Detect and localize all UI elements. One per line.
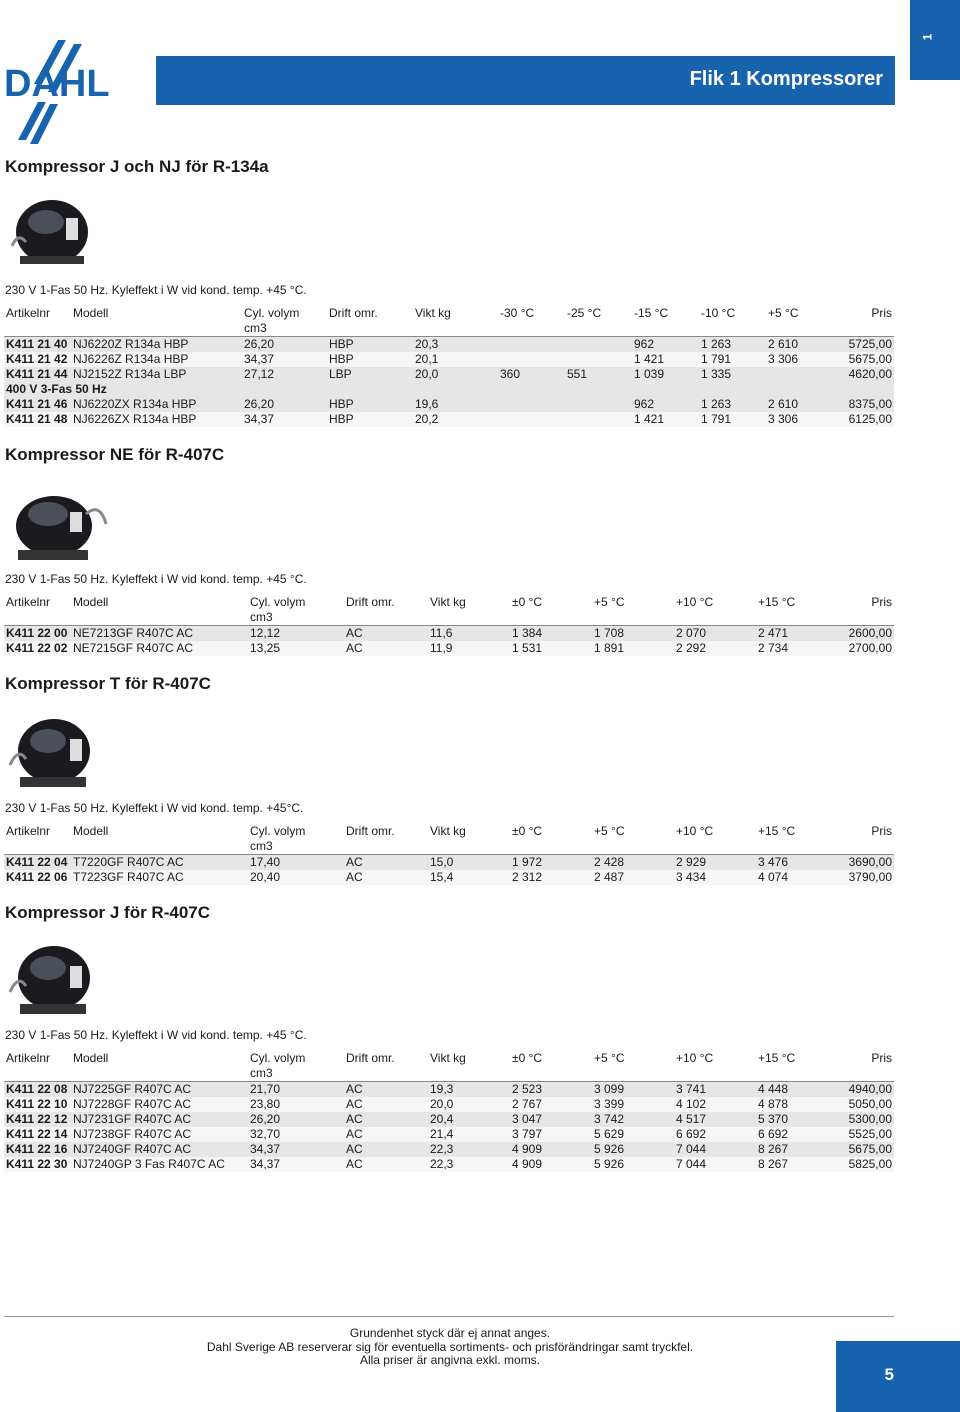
column-header: +5 °C	[768, 306, 799, 320]
column-header: +15 °C	[758, 595, 796, 609]
section-title-ne-r407c: Kompressor NE för R-407C	[5, 445, 225, 464]
table-cell: 22,3	[428, 1157, 510, 1172]
table-cell: T7220GF R407C AC	[71, 855, 248, 871]
article-number-cell: K411 22 12	[4, 1112, 71, 1127]
table-cell	[565, 337, 632, 353]
table-cell: 34,37	[242, 352, 327, 367]
table-cell	[498, 352, 565, 367]
table-row	[4, 855, 894, 871]
column-header: Artikelnr	[6, 1051, 51, 1065]
table-cell: HBP	[327, 412, 413, 427]
column-header: Drift omr.	[346, 1051, 395, 1065]
table-cell	[565, 352, 632, 367]
column-header: Cyl. volym cm3	[248, 824, 344, 855]
column-header: +5 °C	[594, 824, 625, 838]
article-number-cell: K411 22 08	[4, 1082, 71, 1098]
table-cell: 4940,00	[838, 1082, 894, 1098]
column-header: Modell	[73, 306, 109, 320]
column-header: +10 °C	[676, 1051, 714, 1065]
table-cell: 6125,00	[833, 412, 894, 427]
table-cell: 5 370	[756, 1112, 838, 1127]
table-cell: 1 791	[699, 412, 766, 427]
table-row	[4, 641, 894, 656]
column-header: ±0 °C	[512, 824, 543, 838]
table-cell: 15,4	[428, 870, 510, 885]
table-cell: 3 476	[756, 855, 838, 871]
table-cell: 5 926	[592, 1157, 674, 1172]
section-note: 230 V 1-Fas 50 Hz. Kyleffekt i W vid kond. temp. +45 °C.	[5, 283, 307, 297]
table-cell: NJ7240GP 3 Fas R407C AC	[71, 1157, 248, 1172]
table-cell	[498, 412, 565, 427]
table-cell: 27,12	[242, 367, 327, 382]
table-cell: 34,37	[242, 412, 327, 427]
unit-label: cm3	[250, 1066, 273, 1080]
table-cell: NJ7225GF R407C AC	[71, 1082, 248, 1098]
table-cell: NJ7240GF R407C AC	[71, 1142, 248, 1157]
article-number-cell: K411 22 14	[4, 1127, 71, 1142]
column-header: Pris	[871, 595, 892, 609]
table-cell: NE7215GF R407C AC	[71, 641, 248, 656]
column-header: Cyl. volym cm3	[242, 306, 327, 337]
table-cell: 3 306	[766, 412, 833, 427]
column-header: Artikelnr	[6, 824, 51, 838]
table-cell: 3 047	[510, 1112, 592, 1127]
table-cell: AC	[344, 870, 428, 885]
table-cell: NE7213GF R407C AC	[71, 626, 248, 642]
table-cell: 17,40	[248, 855, 344, 871]
table-cell: 4 448	[756, 1082, 838, 1098]
column-header: Modell	[73, 824, 109, 838]
table-cell: 2700,00	[838, 641, 894, 656]
section-note: 230 V 1-Fas 50 Hz. Kyleffekt i W vid kond. temp. +45 °C.	[5, 1028, 307, 1042]
table-cell: 3 797	[510, 1127, 592, 1142]
product-table-t-r407c	[4, 824, 894, 885]
table-cell: 8 267	[756, 1142, 838, 1157]
article-number-cell: K411 22 06	[4, 870, 71, 885]
compressor-photo	[6, 474, 110, 571]
table-row	[4, 626, 894, 642]
product-table-ne-r407c	[4, 595, 894, 656]
column-header: Vikt kg	[430, 1051, 466, 1065]
table-cell: 2 428	[592, 855, 674, 871]
table-cell: 2 487	[592, 870, 674, 885]
table-cell: 21,70	[248, 1082, 344, 1098]
table-cell: 20,1	[413, 352, 498, 367]
article-number-cell: K411 21 48	[4, 412, 71, 427]
table-cell: 5 629	[592, 1127, 674, 1142]
article-number-cell: K411 22 16	[4, 1142, 71, 1157]
compressor-photo	[6, 705, 98, 798]
article-number-cell: K411 22 04	[4, 855, 71, 871]
unit-label: cm3	[244, 321, 267, 335]
table-cell	[498, 337, 565, 353]
article-number-cell: K411 21 46	[4, 397, 71, 412]
table-cell: HBP	[327, 352, 413, 367]
column-header: Drift omr.	[346, 595, 395, 609]
footer-text	[110, 1327, 790, 1368]
table-cell: AC	[344, 641, 428, 656]
table-cell: 7 044	[674, 1157, 756, 1172]
table-cell: AC	[344, 626, 428, 642]
table-cell: 3 742	[592, 1112, 674, 1127]
column-header: +5 °C	[594, 1051, 625, 1065]
product-table-j-r407c	[4, 1051, 894, 1172]
table-cell: NJ6226ZX R134a HBP	[71, 412, 242, 427]
table-row	[4, 1082, 894, 1098]
table-cell: 1 384	[510, 626, 592, 642]
table-cell: 1 263	[699, 397, 766, 412]
table-cell: 26,20	[242, 337, 327, 353]
column-header: -15 °C	[634, 306, 669, 320]
table-cell: AC	[344, 1097, 428, 1112]
table-cell: 3 741	[674, 1082, 756, 1098]
dahl-logo	[4, 40, 126, 146]
table-cell: 1 791	[699, 352, 766, 367]
table-header-row	[4, 1051, 894, 1082]
table-cell: 1 708	[592, 626, 674, 642]
table-cell: 32,70	[248, 1127, 344, 1142]
table-cell: HBP	[327, 337, 413, 353]
table-cell: 4 102	[674, 1097, 756, 1112]
table-cell: AC	[344, 1157, 428, 1172]
column-header: ±0 °C	[512, 595, 543, 609]
table-cell: 20,0	[413, 367, 498, 382]
page-number-box	[836, 1341, 960, 1412]
table-cell: HBP	[327, 397, 413, 412]
article-number-cell: K411 22 30	[4, 1157, 71, 1172]
header-bar	[156, 56, 895, 105]
table-subheader: 400 V 3-Fas 50 Hz	[4, 382, 894, 397]
table-cell: 2 610	[766, 397, 833, 412]
table-cell: 4 909	[510, 1157, 592, 1172]
column-header: -30 °C	[500, 306, 535, 320]
table-cell: 1 891	[592, 641, 674, 656]
table-cell: 19,3	[428, 1082, 510, 1098]
table-cell: 551	[565, 367, 632, 382]
table-cell: AC	[344, 855, 428, 871]
logo-text: DAHL	[4, 63, 110, 105]
table-cell: 8375,00	[833, 397, 894, 412]
table-cell: 1 335	[699, 367, 766, 382]
table-cell: 15,0	[428, 855, 510, 871]
table-cell: 20,40	[248, 870, 344, 885]
column-header: Artikelnr	[6, 595, 51, 609]
table-cell: 5300,00	[838, 1112, 894, 1127]
table-cell	[498, 397, 565, 412]
table-row	[4, 1097, 894, 1112]
table-cell: 3 399	[592, 1097, 674, 1112]
table-row	[4, 1112, 894, 1127]
footer-line: Grundenhet styck där ej annat anges.	[349, 1326, 551, 1340]
column-header: Drift omr.	[329, 306, 378, 320]
table-cell: 13,25	[248, 641, 344, 656]
table-cell: 12,12	[248, 626, 344, 642]
compressor-photo	[6, 188, 96, 273]
table-cell: 2 734	[756, 641, 838, 656]
table-row	[4, 352, 894, 367]
table-cell: 3690,00	[838, 855, 894, 871]
article-number-cell: K411 22 02	[4, 641, 71, 656]
table-cell: 5 926	[592, 1142, 674, 1157]
table-cell: 8 267	[756, 1157, 838, 1172]
table-subheader-row	[4, 382, 894, 397]
column-header: Pris	[871, 306, 892, 320]
table-cell: 1 421	[632, 352, 699, 367]
table-cell: 23,80	[248, 1097, 344, 1112]
table-cell: 5725,00	[833, 337, 894, 353]
table-cell: NJ6220Z R134a HBP	[71, 337, 242, 353]
table-cell: 2600,00	[838, 626, 894, 642]
table-cell: 11,9	[428, 641, 510, 656]
table-cell: 4620,00	[833, 367, 894, 382]
table-cell: 20,0	[428, 1097, 510, 1112]
compressor-photo	[6, 934, 98, 1023]
table-cell: 2 929	[674, 855, 756, 871]
table-row	[4, 1142, 894, 1157]
column-header: Modell	[73, 1051, 109, 1065]
column-header: -25 °C	[567, 306, 602, 320]
table-cell: 11,6	[428, 626, 510, 642]
table-cell: NJ7228GF R407C AC	[71, 1097, 248, 1112]
table-cell	[766, 367, 833, 382]
table-cell: LBP	[327, 367, 413, 382]
table-cell: 962	[632, 397, 699, 412]
table-cell: 1 972	[510, 855, 592, 871]
table-cell: 3 099	[592, 1082, 674, 1098]
table-cell: NJ2152Z R134a LBP	[71, 367, 242, 382]
footer-line: Alla priser är angivna exkl. moms.	[359, 1353, 541, 1367]
column-header: Drift omr.	[346, 824, 395, 838]
table-cell: 2 523	[510, 1082, 592, 1098]
table-cell: 5050,00	[838, 1097, 894, 1112]
table-cell: 20,4	[428, 1112, 510, 1127]
table-cell: NJ7238GF R407C AC	[71, 1127, 248, 1142]
table-row	[4, 1157, 894, 1172]
section-title-j-r407c: Kompressor J för R-407C	[5, 903, 211, 922]
table-cell: 1 531	[510, 641, 592, 656]
table-cell: AC	[344, 1142, 428, 1157]
footer-divider	[4, 1316, 894, 1317]
table-cell: T7223GF R407C AC	[71, 870, 248, 885]
column-header: +15 °C	[758, 824, 796, 838]
column-header: Vikt kg	[430, 824, 466, 838]
table-cell: AC	[344, 1127, 428, 1142]
table-cell: 962	[632, 337, 699, 353]
table-cell: 4 074	[756, 870, 838, 885]
table-cell: 4 878	[756, 1097, 838, 1112]
unit-label: cm3	[250, 610, 273, 624]
section-note: 230 V 1-Fas 50 Hz. Kyleffekt i W vid kond. temp. +45°C.	[5, 801, 304, 815]
table-cell: NJ6220ZX R134a HBP	[71, 397, 242, 412]
table-cell: 2 767	[510, 1097, 592, 1112]
article-number-cell: K411 21 40	[4, 337, 71, 353]
column-header: Cyl. volym cm3	[248, 595, 344, 626]
section-title-t-r407c: Kompressor T för R-407C	[5, 674, 211, 693]
table-header-row	[4, 306, 894, 337]
article-number-cell: K411 22 10	[4, 1097, 71, 1112]
table-cell: 2 070	[674, 626, 756, 642]
table-cell: 3 434	[674, 870, 756, 885]
table-row	[4, 1127, 894, 1142]
table-cell: 5825,00	[838, 1157, 894, 1172]
column-header: Modell	[73, 595, 109, 609]
table-header-row	[4, 595, 894, 626]
table-cell: 5675,00	[833, 352, 894, 367]
table-cell: 7 044	[674, 1142, 756, 1157]
table-cell: 4 909	[510, 1142, 592, 1157]
column-header: Artikelnr	[6, 306, 51, 320]
table-cell: 22,3	[428, 1142, 510, 1157]
table-row	[4, 412, 894, 427]
column-header: Cyl. volym cm3	[248, 1051, 344, 1082]
table-cell: NJ7231GF R407C AC	[71, 1112, 248, 1127]
table-cell: 5675,00	[838, 1142, 894, 1157]
article-number-cell: K411 22 00	[4, 626, 71, 642]
table-cell: 2 610	[766, 337, 833, 353]
column-header: ±0 °C	[512, 1051, 543, 1065]
table-cell: 2 471	[756, 626, 838, 642]
section-note: 230 V 1-Fas 50 Hz. Kyleffekt i W vid kond. temp. +45 °C.	[5, 572, 307, 586]
table-cell: 26,20	[242, 397, 327, 412]
page-number: 5	[884, 1365, 894, 1384]
table-cell: AC	[344, 1112, 428, 1127]
table-cell: 21,4	[428, 1127, 510, 1142]
unit-label: cm3	[250, 839, 273, 853]
table-cell: 3 306	[766, 352, 833, 367]
column-header: +10 °C	[676, 824, 714, 838]
table-cell: 4 517	[674, 1112, 756, 1127]
table-cell	[565, 397, 632, 412]
table-cell: 3790,00	[838, 870, 894, 885]
column-header: Pris	[871, 1051, 892, 1065]
table-cell: 6 692	[674, 1127, 756, 1142]
table-header-row	[4, 824, 894, 855]
section-title-j-nj-r134a: Kompressor J och NJ för R-134a	[5, 157, 269, 176]
column-header: Vikt kg	[415, 306, 451, 320]
table-cell: 1 263	[699, 337, 766, 353]
table-cell: 34,37	[248, 1157, 344, 1172]
table-cell: 1 039	[632, 367, 699, 382]
table-cell: 6 692	[756, 1127, 838, 1142]
table-cell: 5525,00	[838, 1127, 894, 1142]
table-cell: 19,6	[413, 397, 498, 412]
column-header: Vikt kg	[430, 595, 466, 609]
tab-number: 1	[920, 33, 935, 41]
table-cell: 2 312	[510, 870, 592, 885]
column-header: +5 °C	[594, 595, 625, 609]
table-cell	[565, 412, 632, 427]
table-cell: 34,37	[248, 1142, 344, 1157]
table-cell: 1 421	[632, 412, 699, 427]
column-header: -10 °C	[701, 306, 736, 320]
table-row	[4, 397, 894, 412]
article-number-cell: K411 21 44	[4, 367, 71, 382]
column-header: +10 °C	[676, 595, 714, 609]
footer-line: Dahl Sverige AB reserverar sig för eventuella sortiments- och prisförändringar samt tryckfel.	[206, 1339, 694, 1354]
column-header: +15 °C	[758, 1051, 796, 1065]
page-title: Flik 1 Kompressorer	[689, 68, 883, 90]
product-table-j-nj-r134a	[4, 306, 894, 427]
table-cell: 26,20	[248, 1112, 344, 1127]
table-row	[4, 337, 894, 353]
table-cell: 20,3	[413, 337, 498, 353]
column-header: Pris	[871, 824, 892, 838]
table-row	[4, 870, 894, 885]
article-number-cell: K411 21 42	[4, 352, 71, 367]
table-cell: 360	[498, 367, 565, 382]
table-cell: NJ6226Z R134a HBP	[71, 352, 242, 367]
tab-marker	[910, 0, 960, 80]
table-cell: AC	[344, 1082, 428, 1098]
table-row	[4, 367, 894, 382]
table-cell: 2 292	[674, 641, 756, 656]
table-cell: 20,2	[413, 412, 498, 427]
